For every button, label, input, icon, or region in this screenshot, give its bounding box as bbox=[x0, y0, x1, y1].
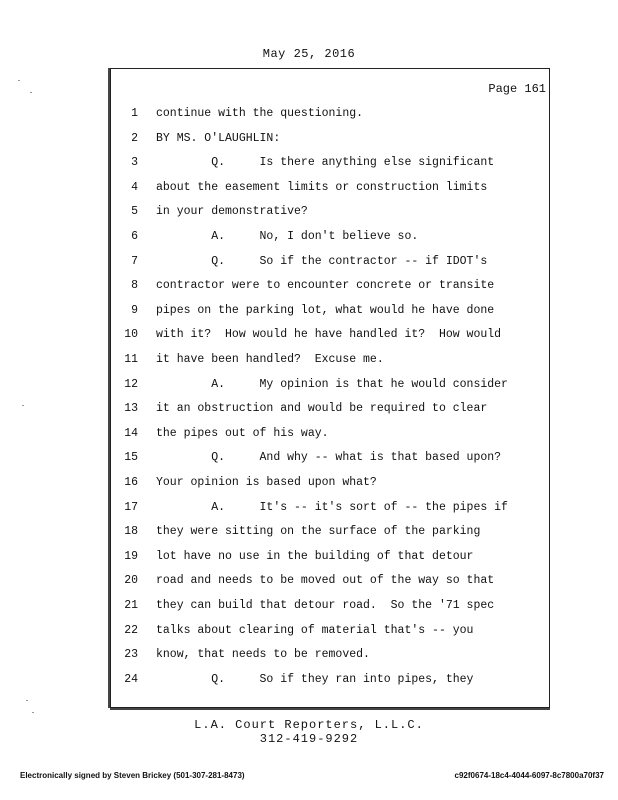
scan-speck bbox=[32, 712, 34, 713]
transcript-line bbox=[110, 397, 550, 421]
transcript-line bbox=[110, 446, 550, 470]
line-text: with it? How would he have handled it? How would bbox=[156, 328, 502, 342]
line-text: the pipes out of his way. bbox=[156, 426, 329, 440]
transcript-line bbox=[110, 348, 550, 372]
header-date: May 25, 2016 bbox=[262, 47, 356, 61]
line-text: Q. Is there anything else significant bbox=[156, 156, 495, 170]
transcript-line bbox=[110, 471, 550, 495]
transcript-line bbox=[110, 668, 550, 692]
transcript-line bbox=[110, 373, 550, 397]
line-text: talks about clearing of material that's -- you bbox=[156, 623, 474, 637]
line-text: they were sitting on the surface of the parking bbox=[156, 525, 481, 539]
transcript-line bbox=[110, 250, 550, 274]
transcript-line bbox=[110, 225, 550, 249]
line-number: 21 bbox=[124, 599, 138, 612]
line-text: A. My opinion is that he would consider bbox=[156, 377, 508, 391]
transcript-line bbox=[110, 594, 550, 618]
line-number: 11 bbox=[124, 353, 138, 366]
line-number: 3 bbox=[131, 156, 138, 170]
transcript-line bbox=[110, 176, 550, 200]
transcript-line bbox=[110, 643, 550, 667]
transcript-line bbox=[110, 545, 550, 569]
transcript-line bbox=[110, 619, 550, 643]
line-number: 15 bbox=[124, 451, 138, 465]
line-text: Your opinion is based upon what? bbox=[156, 476, 377, 489]
scan-speck bbox=[22, 405, 24, 406]
line-number: 4 bbox=[131, 180, 138, 194]
line-number: 18 bbox=[124, 525, 138, 539]
line-text: lot have no use in the building of that detour bbox=[156, 549, 474, 563]
transcript-line bbox=[110, 151, 550, 175]
transcript-line bbox=[110, 200, 550, 224]
transcript-line bbox=[110, 299, 550, 323]
line-text: in your demonstrative? bbox=[156, 205, 308, 219]
line-number: 13 bbox=[124, 402, 138, 416]
line-text: it have been handled? Excuse me. bbox=[156, 353, 384, 366]
line-number: 7 bbox=[131, 254, 138, 268]
line-text: know, that needs to be removed. bbox=[156, 648, 370, 662]
line-number: 9 bbox=[131, 303, 138, 317]
line-text: continue with the questioning. bbox=[156, 107, 364, 120]
line-number: 12 bbox=[124, 377, 138, 391]
line-number: 20 bbox=[124, 574, 138, 588]
line-text: contractor were to encounter concrete or transite bbox=[156, 279, 495, 293]
line-number: 16 bbox=[124, 476, 138, 489]
transcript-line bbox=[110, 323, 550, 347]
document-hash: c92f0674-18c4-4044-6097-8c7800a70f37 bbox=[454, 771, 604, 780]
scan-speck bbox=[30, 92, 32, 93]
transcript-line bbox=[110, 274, 550, 298]
line-number: 6 bbox=[131, 230, 138, 243]
transcript-line bbox=[110, 569, 550, 593]
line-number: 17 bbox=[124, 500, 138, 514]
line-number: 8 bbox=[131, 279, 138, 293]
line-text: A. No, I don't believe so. bbox=[156, 230, 419, 243]
transcript-line bbox=[110, 496, 550, 520]
line-text: Q. And why -- what is that based upon? bbox=[156, 451, 502, 465]
line-number: 19 bbox=[124, 549, 138, 563]
line-number: 5 bbox=[131, 205, 138, 219]
line-text: it an obstruction and would be required to clear bbox=[156, 402, 488, 416]
line-text: BY MS. O'LAUGHLIN: bbox=[156, 131, 281, 145]
transcript-line bbox=[110, 422, 550, 446]
line-number: 24 bbox=[124, 672, 138, 686]
line-text: A. It's -- it's sort of -- the pipes if bbox=[156, 500, 508, 514]
reporter-company: L.A. Court Reporters, L.L.C. bbox=[194, 718, 424, 732]
line-number: 2 bbox=[131, 131, 138, 145]
line-number: 23 bbox=[124, 648, 138, 662]
line-text: Q. So if the contractor -- if IDOT's bbox=[156, 254, 488, 268]
line-text: Q. So if they ran into pipes, they bbox=[156, 672, 474, 686]
line-text: they can build that detour road. So the '71 spec bbox=[156, 599, 495, 612]
page-number: Page 161 bbox=[488, 82, 546, 96]
line-text: about the easement limits or construction limits bbox=[156, 180, 488, 194]
line-text: pipes on the parking lot, what would he have done bbox=[156, 303, 495, 317]
line-number: 22 bbox=[124, 623, 138, 637]
reporter-phone: 312-419-9292 bbox=[259, 732, 359, 746]
transcript-line bbox=[110, 127, 550, 151]
transcript-line bbox=[110, 102, 550, 126]
line-number: 14 bbox=[124, 426, 138, 440]
electronic-signature: Electronically signed by Steven Brickey (501-307-281-8473) bbox=[20, 771, 245, 780]
line-number: 10 bbox=[124, 328, 138, 342]
transcript-line bbox=[110, 520, 550, 544]
line-text: road and needs to be moved out of the way so that bbox=[156, 574, 495, 588]
line-number: 1 bbox=[131, 107, 138, 120]
scan-speck bbox=[18, 80, 20, 81]
scan-speck bbox=[26, 700, 28, 701]
